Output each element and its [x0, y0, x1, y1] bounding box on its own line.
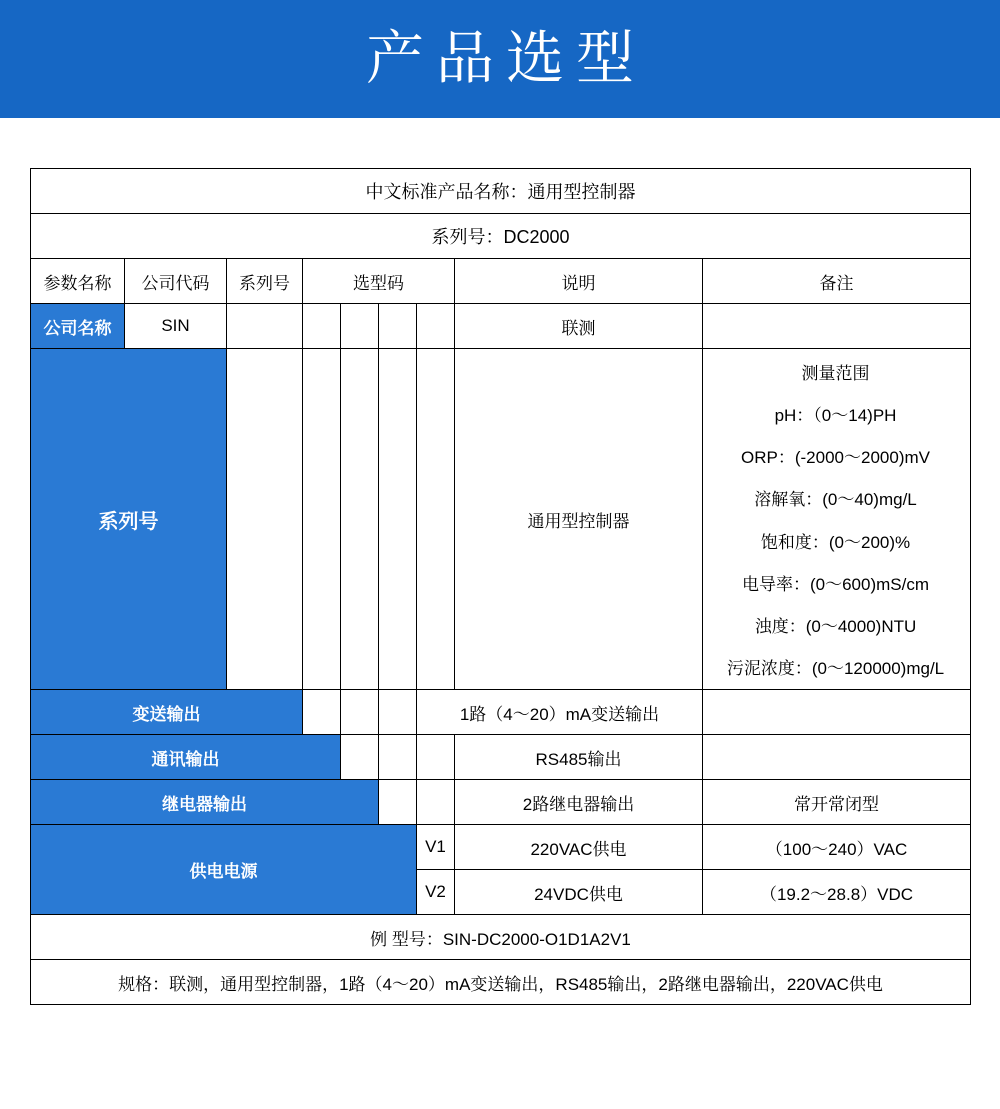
standard-product-name: 中文标准产品名称：通用型控制器	[31, 169, 971, 214]
series-opt3-blank	[379, 349, 417, 690]
series-label: 系列号	[31, 349, 227, 690]
comm-opt1-blank	[341, 735, 379, 780]
range-item-saturation: 饱和度：(0～200)%	[760, 532, 911, 552]
row-transmit-output	[31, 690, 971, 735]
page-banner	[0, 0, 1000, 118]
range-item-do: 溶解氧：(0～40)mg/L	[754, 490, 917, 510]
transmit-opt1-blank	[303, 690, 341, 735]
range-item-conductivity: 电导率：(0～600)mS/cm	[741, 574, 930, 594]
row-relay-output	[31, 780, 971, 825]
page-title: 产品选型	[365, 26, 646, 91]
range-item-ph: pH：（0～14)PH	[774, 406, 897, 426]
relay-output-label: 继电器输出	[31, 780, 379, 825]
col-remark: 备注	[703, 259, 971, 304]
row-comm-output	[31, 735, 971, 780]
table-header-row-2	[31, 214, 971, 259]
col-company-code: 公司代码	[125, 259, 227, 304]
series-remark-ranges	[703, 349, 971, 690]
company-name-label: 公司名称	[31, 304, 125, 349]
series-opt2-blank	[341, 349, 379, 690]
company-series-blank	[227, 304, 303, 349]
series-opt4-blank	[417, 349, 455, 690]
range-item-turbidity: 浊度：(0～4000)NTU	[754, 616, 917, 636]
comm-opt2-blank	[379, 735, 417, 780]
col-description: 说明	[455, 259, 703, 304]
range-item-orp: ORP：(-2000～2000)mV	[741, 448, 930, 468]
transmit-remark	[703, 690, 971, 735]
relay-opt2-blank	[417, 780, 455, 825]
col-option-code: 选型码	[303, 259, 455, 304]
relay-remark: 常开常闭型	[703, 780, 971, 825]
power-v2-remark: （19.2～28.8）VDC	[703, 870, 971, 915]
table-column-headers	[31, 259, 971, 304]
company-opt1-blank	[303, 304, 341, 349]
series-opt1-blank	[303, 349, 341, 690]
company-opt2-blank	[341, 304, 379, 349]
relay-opt1-blank	[379, 780, 417, 825]
range-item-sludge: 污泥浓度：(0～120000)mg/L	[726, 658, 945, 678]
power-v1-remark: （100～240）VAC	[703, 825, 971, 870]
company-opt3-blank	[379, 304, 417, 349]
measurement-range-list	[703, 349, 970, 689]
company-description: 联测	[455, 304, 703, 349]
comm-remark	[703, 735, 971, 780]
company-remark	[703, 304, 971, 349]
power-supply-label: 供电电源	[31, 825, 417, 915]
relay-description: 2路继电器输出	[455, 780, 703, 825]
power-v2-description: 24VDC供电	[455, 870, 703, 915]
transmit-opt2-blank	[341, 690, 379, 735]
transmit-opt3-blank	[379, 690, 417, 735]
row-company-name	[31, 304, 971, 349]
series-number-header: 系列号：DC2000	[31, 214, 971, 259]
power-v2-code: V2	[417, 870, 455, 915]
power-v1-code: V1	[417, 825, 455, 870]
col-series-code: 系列号	[227, 259, 303, 304]
row-power-v1	[31, 825, 971, 870]
series-description: 通用型控制器	[455, 349, 703, 690]
row-spec-note	[31, 960, 971, 1005]
power-v1-description: 220VAC供电	[455, 825, 703, 870]
comm-opt3-blank	[417, 735, 455, 780]
range-title: 测量范围	[801, 364, 870, 383]
example-model-note: 例 型号：SIN-DC2000-O1D1A2V1	[31, 915, 971, 960]
spec-note: 规格：联测，通用型控制器，1路（4～20）mA变送输出，RS485输出，2路继电器输出，220VAC供电	[31, 960, 971, 1005]
row-example-model	[31, 915, 971, 960]
row-series	[31, 349, 971, 690]
table-header-row-1	[31, 169, 971, 214]
comm-description: RS485输出	[455, 735, 703, 780]
transmit-output-label: 变送输出	[31, 690, 303, 735]
selection-table-container	[0, 118, 1000, 1005]
company-opt4-blank	[417, 304, 455, 349]
col-param-name: 参数名称	[31, 259, 125, 304]
product-selection-table	[30, 168, 971, 1005]
comm-output-label: 通讯输出	[31, 735, 341, 780]
series-code-blank	[227, 349, 303, 690]
transmit-description: 1路（4～20）mA变送输出	[417, 690, 703, 735]
company-code-value: SIN	[125, 304, 227, 349]
